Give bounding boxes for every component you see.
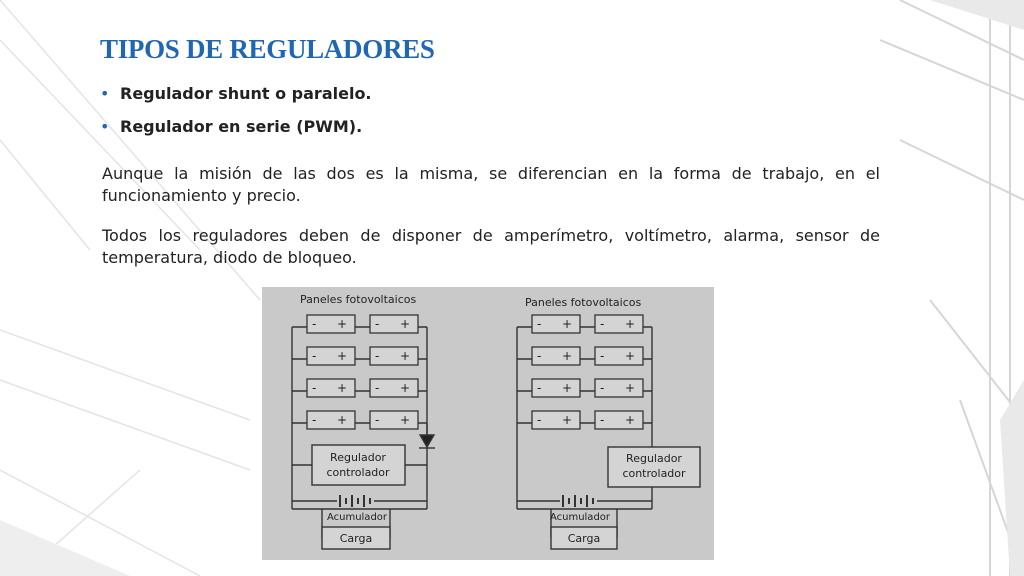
svg-text:+: + bbox=[400, 317, 411, 331]
bullet-item bbox=[100, 117, 372, 136]
regulator-diagram-image bbox=[262, 287, 714, 560]
paragraph-difference: Aunque la misión de las dos es la misma, se diferencian en la forma de trabajo, en el funcionamiento y precio. bbox=[102, 164, 880, 205]
shunt-regulator-label-1: Regulador bbox=[330, 451, 386, 464]
bullet-text: Regulador en serie (PWM). bbox=[120, 117, 363, 136]
paragraph-requirements: Todos los reguladores deben de disponer de amperímetro, voltímetro, alarma, sensor de temperatura, diodo de bloqueo. bbox=[102, 226, 880, 267]
svg-text:+: + bbox=[625, 381, 636, 395]
svg-text:+: + bbox=[337, 381, 348, 395]
svg-text:-: - bbox=[600, 381, 605, 395]
svg-text:-: - bbox=[375, 381, 380, 395]
svg-text:+: + bbox=[562, 381, 573, 395]
svg-text:-: - bbox=[375, 317, 380, 331]
svg-text:+: + bbox=[625, 317, 636, 331]
bullet-text: Regulador shunt o paralelo. bbox=[120, 84, 372, 103]
series-battery-label: Acumulador bbox=[549, 512, 611, 523]
svg-text:-: - bbox=[312, 349, 317, 363]
bullet-list bbox=[100, 84, 372, 150]
svg-text:+: + bbox=[337, 413, 348, 427]
slide-title: TIPOS DE REGULADORES bbox=[100, 34, 435, 64]
series-panels-label: Paneles fotovoltaicos bbox=[525, 296, 642, 309]
bullet-marker: • bbox=[100, 84, 110, 103]
series-regulator-label-1: Regulador bbox=[626, 452, 682, 465]
shunt-panels bbox=[307, 315, 418, 429]
svg-text:+: + bbox=[562, 317, 573, 331]
svg-text:+: + bbox=[400, 413, 411, 427]
shunt-regulator-label-2: controlador bbox=[326, 466, 390, 479]
shunt-panels-label: Paneles fotovoltaicos bbox=[300, 293, 417, 306]
series-load-label: Carga bbox=[567, 532, 601, 545]
svg-text:+: + bbox=[337, 317, 348, 331]
svg-text:-: - bbox=[312, 381, 317, 395]
svg-text:+: + bbox=[337, 349, 348, 363]
svg-text:+: + bbox=[400, 349, 411, 363]
svg-text:-: - bbox=[600, 349, 605, 363]
svg-text:+: + bbox=[625, 413, 636, 427]
shunt-battery-label: Acumulador bbox=[326, 512, 388, 523]
svg-text:-: - bbox=[600, 317, 605, 331]
bullet-marker: • bbox=[100, 117, 110, 136]
svg-text:+: + bbox=[562, 413, 573, 427]
shunt-battery-icon bbox=[340, 495, 370, 507]
svg-text:-: - bbox=[312, 413, 317, 427]
svg-text:-: - bbox=[375, 413, 380, 427]
shunt-load-label: Carga bbox=[339, 532, 373, 545]
svg-text:-: - bbox=[537, 381, 542, 395]
svg-text:+: + bbox=[562, 349, 573, 363]
svg-text:-: - bbox=[537, 349, 542, 363]
series-battery-icon bbox=[563, 495, 593, 507]
series-panels bbox=[532, 315, 643, 429]
svg-text:-: - bbox=[375, 349, 380, 363]
series-regulator-label-2: controlador bbox=[622, 467, 686, 480]
svg-text:-: - bbox=[537, 317, 542, 331]
svg-text:+: + bbox=[625, 349, 636, 363]
panel-sign-labels bbox=[312, 317, 635, 427]
svg-text:-: - bbox=[600, 413, 605, 427]
regulator-diagram bbox=[262, 287, 714, 560]
svg-text:-: - bbox=[312, 317, 317, 331]
svg-text:+: + bbox=[400, 381, 411, 395]
svg-text:-: - bbox=[537, 413, 542, 427]
bullet-item bbox=[100, 84, 372, 103]
